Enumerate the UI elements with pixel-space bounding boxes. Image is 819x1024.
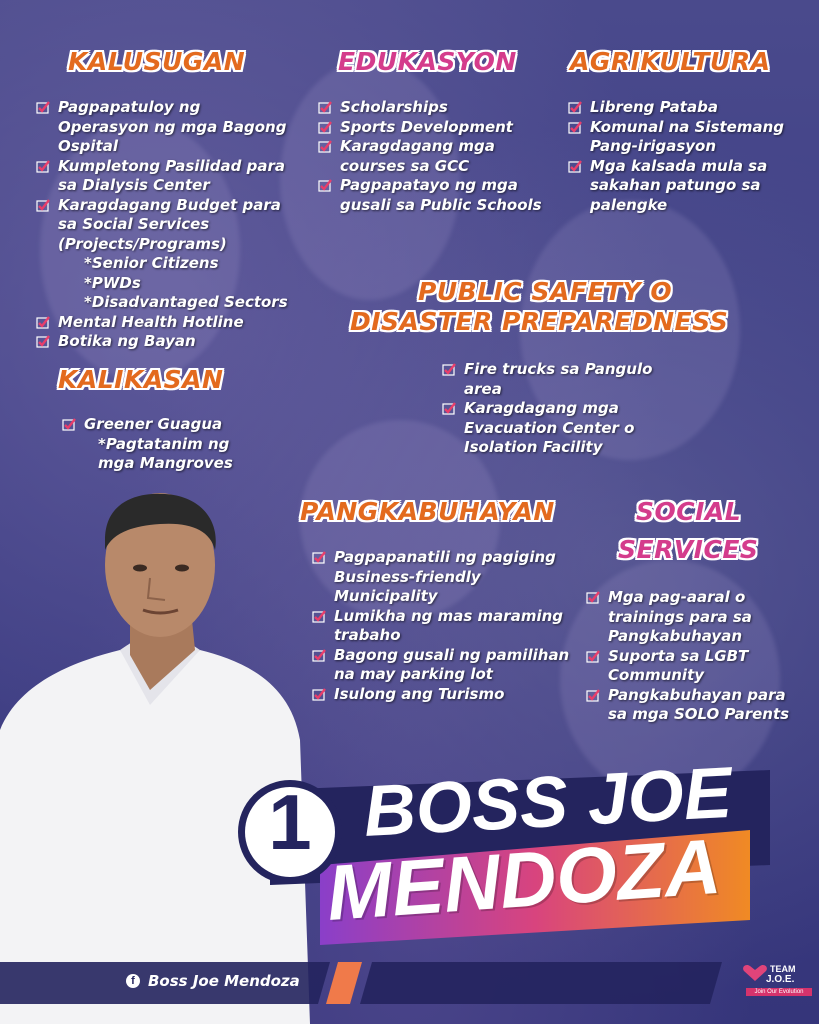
list-item: Sports Development (318, 118, 548, 138)
list-item: Komunal na Sistemang Pang-irigasyon (568, 118, 798, 157)
check-icon (36, 335, 50, 348)
candidate-name-first: BOSS JOE (361, 752, 734, 852)
sub-item: *PWDs (84, 273, 141, 292)
section-title-edukasyon: EDUKASYON (338, 47, 517, 76)
section-title-public-safety: PUBLIC SAFETY O (418, 277, 673, 306)
list-item: Scholarships (318, 98, 548, 118)
list-item: Greener Guagua *Pagtatanim ng mga Mangroves (62, 415, 282, 474)
list-item: Mental Health Hotline (36, 313, 296, 333)
footer-bar (0, 962, 819, 1004)
list-item: Mga pag-aaral o trainings para sa Pangkabuhayan (586, 588, 806, 647)
team-logo-line1: TEAM (770, 964, 796, 974)
check-icon (568, 101, 582, 114)
heart-icon (742, 964, 768, 982)
check-icon (586, 650, 600, 663)
list-item: Suporta sa LGBT Community (586, 647, 806, 686)
candidate-name-last: MENDOZA (323, 821, 724, 937)
sub-item: *Pagtatanim ng mga Mangroves (98, 434, 233, 472)
public-safety-list (442, 360, 672, 458)
check-icon (36, 199, 50, 212)
check-icon (586, 591, 600, 604)
check-icon (568, 160, 582, 173)
section-title-social-services-line2: SERVICES (618, 535, 759, 564)
list-item: Lumikha ng mas maraming trabaho (312, 607, 570, 646)
list-item: Pagpapatayo ng mga gusali sa Public Schools (318, 176, 548, 215)
check-icon (36, 101, 50, 114)
check-icon (318, 140, 332, 153)
kalikasan-list (62, 415, 282, 474)
social-services-list (586, 588, 806, 725)
list-item: Bagong gusali ng pamilihan na may parking lot (312, 646, 570, 685)
pangkabuhayan-list (312, 548, 570, 704)
check-icon (312, 551, 326, 564)
check-icon (36, 316, 50, 329)
list-item: Pagpapatuloy ng Operasyon ng mga Bagong Ospital (36, 98, 296, 157)
section-title-social-services: SOCIAL (636, 497, 742, 526)
section-title-kalusugan: KALUSUGAN (68, 47, 246, 76)
team-logo-tagline: Join Our Evolution (746, 988, 812, 996)
list-item: Botika ng Bayan (36, 332, 296, 352)
facebook-icon: f (126, 974, 140, 988)
check-icon (312, 688, 326, 701)
list-item: Karagdagang Budget para sa Social Services (Projects/Programs) *Senior Citizens *PWDs *Disadvantaged Sectors (36, 196, 296, 313)
list-item: Pangkabuhayan para sa mga SOLO Parents (586, 686, 806, 725)
sub-item: *Senior Citizens (84, 254, 219, 272)
check-icon (312, 610, 326, 623)
check-icon (442, 402, 456, 415)
facebook-page-name: Boss Joe Mendoza (148, 972, 300, 990)
check-icon (318, 101, 332, 114)
check-icon (568, 121, 582, 134)
sub-item: *Disadvantaged Sectors (84, 293, 288, 311)
list-item: Kumpletong Pasilidad para sa Dialysis Center (36, 157, 296, 196)
check-icon (318, 121, 332, 134)
team-logo-line2: J.O.E. (766, 974, 795, 985)
list-item: Karagdagang mga Evacuation Center o Isolation Facility (442, 399, 672, 458)
check-icon (312, 649, 326, 662)
check-icon (586, 689, 600, 702)
list-item: Pagpapanatili ng pagiging Business-friendly Municipality (312, 548, 570, 607)
check-icon (62, 418, 76, 431)
facebook-link[interactable] (126, 972, 300, 990)
check-icon (442, 363, 456, 376)
list-item: Libreng Pataba (568, 98, 798, 118)
section-title-agrikultura: AGRIKULTURA (570, 47, 771, 76)
edukasyon-list (318, 98, 548, 215)
section-title-public-safety-line2: DISASTER PREPAREDNESS (350, 307, 729, 336)
section-title-kalikasan: KALIKASAN (58, 365, 224, 394)
kalusugan-list (36, 98, 296, 352)
list-item: Isulong ang Turismo (312, 685, 570, 705)
list-item: Mga kalsada mula sa sakahan patungo sa palengke (568, 157, 798, 216)
check-icon (36, 160, 50, 173)
check-icon (318, 179, 332, 192)
section-title-pangkabuhayan: PANGKABUHAYAN (300, 497, 555, 526)
agrikultura-list (568, 98, 798, 215)
list-item: Karagdagang mga courses sa GCC (318, 137, 548, 176)
candidate-number: 1 (268, 778, 312, 866)
list-item: Fire trucks sa Pangulo area (442, 360, 672, 399)
